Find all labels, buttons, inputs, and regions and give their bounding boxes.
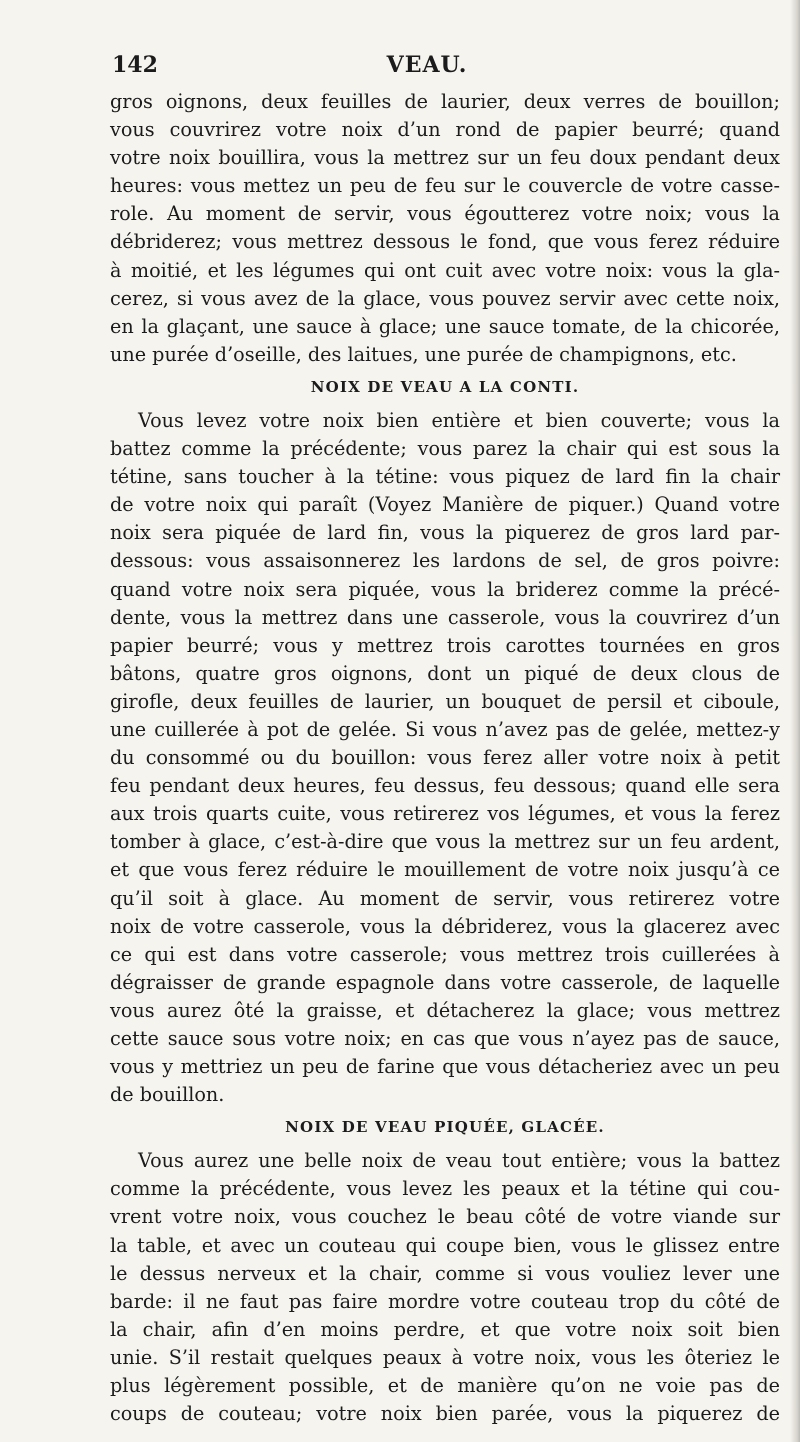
- text-line: et que vous ferez réduire le mouillement de votre noix jusqu’à ce: [110, 858, 780, 882]
- text-line: comme la précédente, vous levez les peaux et la tétine qui cou-: [110, 1177, 780, 1201]
- text-line: qu’il soit à glace. Au moment de servir, vous retirerez votre: [110, 886, 780, 910]
- text-line: vous aurez ôté la graisse, et détacherez la glace; vous mettrez: [110, 998, 780, 1022]
- paragraph-noix-conti: [110, 407, 780, 1109]
- text-line: girofle, deux feuilles de laurier, un bouquet de persil et ciboule,: [110, 689, 780, 713]
- text-line: coups de couteau; votre noix bien parée, vous la piquerez de: [110, 1402, 780, 1426]
- text-line: aux trois quarts cuite, vous retirerez vos légumes, et vous la ferez: [110, 802, 780, 826]
- text-line: la table, et avec un couteau qui coupe bien, vous le glissez entre: [110, 1233, 780, 1257]
- running-head: VEAU.: [386, 52, 468, 78]
- body-text: [110, 88, 780, 1428]
- page-header: [112, 52, 742, 82]
- page-number: 142: [112, 52, 158, 78]
- text-line: à moitié, et les légumes qui ont cuit avec votre noix: vous la gla-: [110, 258, 780, 282]
- text-line: vous couvrirez votre noix d’un rond de papier beurré; quand: [110, 118, 780, 142]
- text-line: une cuillerée à pot de gelée. Si vous n’avez pas de gelée, mettez-y: [110, 717, 780, 741]
- text-line: de votre noix qui paraît (Voyez Manière de piquer.) Quand votre: [110, 493, 780, 517]
- page-edge-shadow: [790, 0, 800, 1442]
- text-line: role. Au moment de servir, vous égoutterez votre noix; vous la: [110, 202, 780, 226]
- text-line: Vous levez votre noix bien entière et bien couverte; vous la: [138, 408, 780, 432]
- section-title-piquee-glacee: NOIX DE VEAU PIQUÉE, GLACÉE.: [285, 1118, 605, 1137]
- text-line: la chair, afin d’en moins perdre, et que votre noix soit bien: [110, 1317, 780, 1341]
- text-line: battez comme la précédente; vous parez la chair qui est sous la: [110, 437, 780, 461]
- text-line: tétine, sans toucher à la tétine: vous piquez de lard fin la chair: [110, 465, 780, 489]
- text-line: vous y mettriez un peu de farine que vous détacheriez avec un peu: [110, 1055, 780, 1079]
- text-line: du consommé ou du bouillon: vous ferez aller votre noix à petit: [110, 746, 780, 770]
- text-line: papier beurré; vous y mettrez trois carottes tournées en gros: [110, 633, 780, 657]
- text-line: quand votre noix sera piquée, vous la briderez comme la précé-: [110, 577, 780, 601]
- text-line: débriderez; vous mettrez dessous le fond, que vous ferez réduire: [110, 230, 780, 254]
- text-line: dente, vous la mettrez dans une casserole, vous la couvrirez d’un: [110, 605, 780, 629]
- text-line: le dessus nerveux et la chair, comme si vous vouliez lever une: [110, 1261, 780, 1285]
- text-line: feu pendant deux heures, feu dessus, feu dessous; quand elle sera: [110, 774, 780, 798]
- text-line: gros oignons, deux feuilles de laurier, deux verres de bouillon;: [110, 90, 780, 113]
- text-line: de bouillon.: [110, 1083, 225, 1107]
- text-line: Vous aurez une belle noix de veau tout entière; vous la battez: [138, 1149, 780, 1173]
- text-line: cerez, si vous avez de la glace, vous pouvez servir avec cette noix,: [110, 286, 780, 310]
- text-line: dégraisser de grande espagnole dans votre casserole, de laquelle: [110, 970, 780, 994]
- text-line: tomber à glace, c’est-à-dire que vous la mettrez sur un feu ardent,: [110, 830, 780, 854]
- text-line: votre noix bouillira, vous la mettrez sur un feu doux pendant deux: [110, 146, 780, 170]
- text-line: plus légèrement possible, et de manière qu’on ne voie pas de: [110, 1374, 780, 1398]
- section-title-conti: NOIX DE VEAU A LA CONTI.: [310, 377, 580, 396]
- text-line: barde: il ne faut pas faire mordre votre couteau trop du côté de: [110, 1289, 780, 1313]
- text-line: unie. S’il restait quelques peaux à votre noix, vous les ôteriez le: [110, 1345, 780, 1369]
- text-line: en la glaçant, une sauce à glace; une sauce tomate, de la chicorée,: [110, 314, 780, 338]
- text-line: heures: vous mettez un peu de feu sur le couvercle de votre casse-: [110, 174, 780, 198]
- text-line: ce qui est dans votre casserole; vous mettrez trois cuillerées à: [110, 942, 780, 966]
- text-line: dessous: vous assaisonnerez les lardons de sel, de gros poivre:: [110, 549, 780, 573]
- text-line: une purée d’oseille, des laitues, une purée de champignons, etc.: [110, 342, 737, 366]
- text-line: noix sera piquée de lard fin, vous la piquerez de gros lard par-: [110, 521, 780, 545]
- text-line: noix de votre casserole, vous la débriderez, vous la glacerez avec: [110, 914, 780, 938]
- text-line: bâtons, quatre gros oignons, dont un piqué de deux clous de: [110, 661, 780, 685]
- text-line: vrent votre noix, vous couchez le beau côté de votre viande sur: [110, 1205, 780, 1229]
- text-line: cette sauce sous votre noix; en cas que vous n’ayez pas de sauce,: [110, 1027, 780, 1050]
- paragraph-noix-piquee: [110, 1147, 780, 1428]
- paragraph-continued: [110, 88, 780, 369]
